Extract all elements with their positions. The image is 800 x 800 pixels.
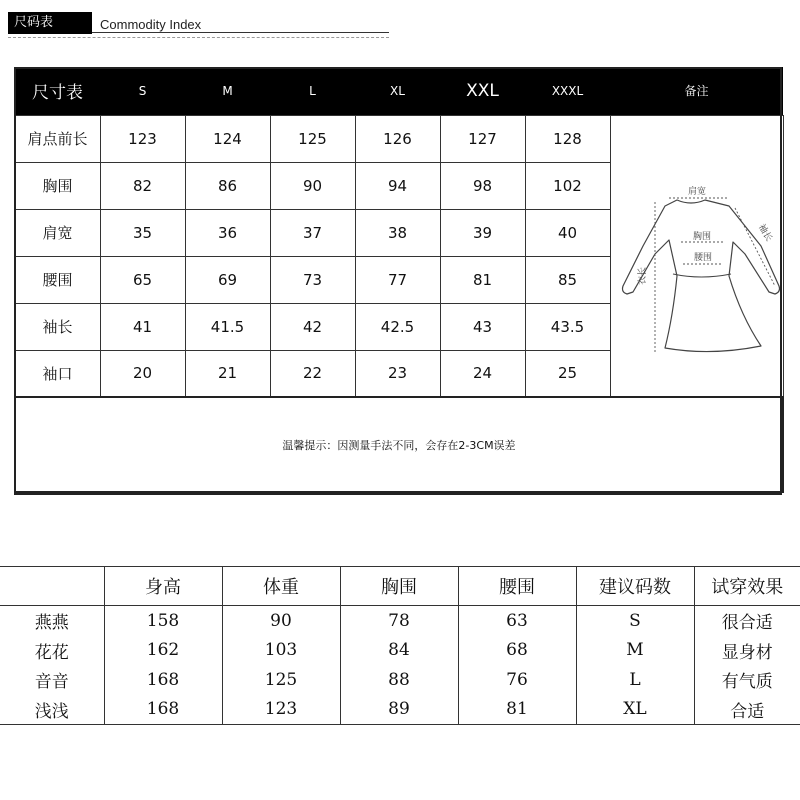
size-cell: 90 — [270, 162, 355, 209]
size-cell: 41 — [100, 303, 185, 350]
size-cell: 42.5 — [355, 303, 440, 350]
size-cell: 42 — [270, 303, 355, 350]
size-cell: 82 — [100, 162, 185, 209]
fit-weight: 90 — [222, 606, 340, 636]
header-dashed-divider — [8, 37, 389, 38]
note-header: 备注 — [610, 67, 783, 115]
fit-height: 168 — [104, 665, 222, 695]
fit-bust: 84 — [340, 636, 458, 666]
fit-height: 158 — [104, 606, 222, 636]
size-cell: 98 — [440, 162, 525, 209]
size-cell: 21 — [185, 350, 270, 397]
fit-table-header-row — [0, 567, 800, 606]
diagram-label-sleeve: 袖长 — [755, 222, 774, 244]
size-cell: 40 — [525, 209, 610, 256]
fit-waist: 63 — [458, 606, 576, 636]
fit-weight: 125 — [222, 665, 340, 695]
fit-waist: 76 — [458, 665, 576, 695]
diagram-label-length: 衣长 — [638, 266, 648, 285]
header-subtitle: Commodity Index — [100, 17, 202, 32]
fit-name: 燕燕 — [0, 606, 104, 636]
size-cell: 94 — [355, 162, 440, 209]
fit-bust: 89 — [340, 695, 458, 725]
size-cell: 35 — [100, 209, 185, 256]
fit-row — [0, 606, 800, 636]
diagram-label-bust: 胸围 — [692, 231, 712, 242]
fit-table — [0, 566, 800, 725]
size-row-label: 袖口 — [15, 350, 100, 397]
size-cell: 125 — [270, 115, 355, 162]
size-cell: 20 — [100, 350, 185, 397]
size-cell: 24 — [440, 350, 525, 397]
fit-name: 花花 — [0, 636, 104, 666]
fit-row — [0, 695, 800, 725]
fit-waist: 81 — [458, 695, 576, 725]
fit-height: 168 — [104, 695, 222, 725]
fit-weight: 103 — [222, 636, 340, 666]
size-row-label: 胸围 — [15, 162, 100, 209]
size-cell: 65 — [100, 256, 185, 303]
fit-header-effect: 试穿效果 — [694, 567, 800, 606]
fit-header-name — [0, 567, 104, 606]
fit-name: 浅浅 — [0, 695, 104, 725]
size-cell: 86 — [185, 162, 270, 209]
size-header-s: S — [100, 67, 185, 115]
size-cell: 36 — [185, 209, 270, 256]
fit-weight: 123 — [222, 695, 340, 725]
fit-bust: 78 — [340, 606, 458, 636]
size-cell: 39 — [440, 209, 525, 256]
size-cell: 128 — [525, 115, 610, 162]
fit-effect: 有气质 — [721, 672, 773, 693]
size-cell: 41.5 — [185, 303, 270, 350]
size-cell: 123 — [100, 115, 185, 162]
size-cell: 77 — [355, 256, 440, 303]
fit-size: M — [576, 636, 694, 666]
diagram-label-waist: 腰围 — [693, 252, 713, 263]
size-cell: 127 — [440, 115, 525, 162]
fit-row — [0, 636, 800, 666]
fit-size: L — [576, 665, 694, 695]
size-cell: 73 — [270, 256, 355, 303]
size-header-xxl: XXL — [440, 67, 525, 115]
size-cell: 81 — [440, 256, 525, 303]
size-cell: 102 — [525, 162, 610, 209]
size-header-l: L — [270, 67, 355, 115]
size-header-m: M — [185, 67, 270, 115]
size-header-xxxl: XXXL — [525, 67, 610, 115]
fit-effect: 合适 — [694, 695, 800, 725]
fit-header-size: 建议码数 — [576, 567, 694, 606]
fit-size: S — [576, 606, 694, 636]
size-cell: 23 — [355, 350, 440, 397]
size-cell: 126 — [355, 115, 440, 162]
header-tag: 尺码表 — [14, 15, 54, 30]
size-cell: 25 — [525, 350, 610, 397]
size-header-xl: XL — [355, 67, 440, 115]
size-cell: 43.5 — [525, 303, 610, 350]
fit-bust: 88 — [340, 665, 458, 695]
size-cell: 38 — [355, 209, 440, 256]
size-cell: 37 — [270, 209, 355, 256]
size-cell: 22 — [270, 350, 355, 397]
fit-name: 音音 — [0, 665, 104, 695]
size-row-label: 肩点前长 — [15, 115, 100, 162]
size-cell: 124 — [185, 115, 270, 162]
fit-height: 162 — [104, 636, 222, 666]
size-row-label: 袖长 — [15, 303, 100, 350]
diagram-label-shoulder: 肩宽 — [687, 186, 707, 197]
fit-header-bust: 胸围 — [340, 567, 458, 606]
header-rule — [92, 32, 389, 33]
fit-size: XL — [576, 695, 694, 725]
size-cell: 69 — [185, 256, 270, 303]
size-row-label: 腰围 — [15, 256, 100, 303]
fit-effect: 显身材 — [721, 642, 773, 663]
size-cell: 85 — [525, 256, 610, 303]
measurement-tip: 温馨提示：因测量手法不同，会存在2-3CM误差 — [15, 397, 783, 492]
size-table-corner: 尺寸表 — [15, 67, 100, 115]
size-row-label: 肩宽 — [15, 209, 100, 256]
fit-header-waist: 腰围 — [458, 567, 576, 606]
fit-header-height: 身高 — [104, 567, 222, 606]
size-table-frame — [14, 67, 782, 495]
size-cell: 43 — [440, 303, 525, 350]
fit-header-weight: 体重 — [222, 567, 340, 606]
fit-effect: 很合适 — [721, 613, 773, 634]
fit-row — [0, 665, 800, 695]
fit-waist: 68 — [458, 636, 576, 666]
